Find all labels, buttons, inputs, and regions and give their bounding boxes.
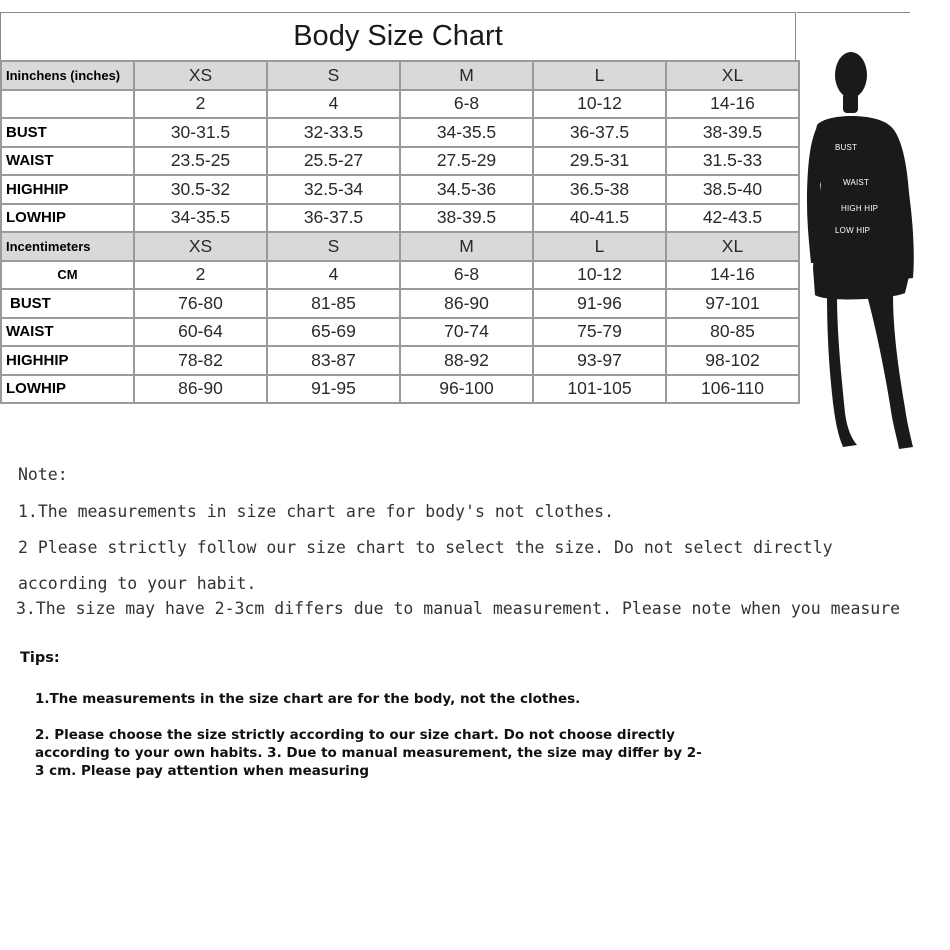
table-cell: 65-69 xyxy=(267,318,400,347)
table-cell: 98-102 xyxy=(666,346,799,375)
row-label: LOWHIP xyxy=(1,375,134,404)
inches-unit-label: Ininchens (inches) xyxy=(1,61,134,90)
tip-line: according to your own habits. 3. Due to manual measurement, the size may differ by 2- xyxy=(35,745,702,761)
table-cell: 81-85 xyxy=(267,289,400,318)
table-cell: 36-37.5 xyxy=(267,204,400,233)
table-cell: 23.5-25 xyxy=(134,147,267,176)
table-cell: 60-64 xyxy=(134,318,267,347)
row-label: BUST xyxy=(1,289,134,318)
size-header-s: S xyxy=(267,232,400,261)
size-header-l: L xyxy=(533,61,666,90)
silhouette-label-high-hip: HIGH HIP xyxy=(841,204,879,213)
table-cell: 36-37.5 xyxy=(533,118,666,147)
table-cell: 42-43.5 xyxy=(666,204,799,233)
table-row xyxy=(1,118,799,147)
table-cell: 10-12 xyxy=(533,261,666,290)
table-cell: 29.5-31 xyxy=(533,147,666,176)
table-row xyxy=(1,318,799,347)
size-header-xs: XS xyxy=(134,232,267,261)
notes-heading: Note: xyxy=(18,465,68,484)
table-cell: 38-39.5 xyxy=(400,204,533,233)
table-cell: 6-8 xyxy=(400,261,533,290)
table-cell: 38-39.5 xyxy=(666,118,799,147)
note-line: 2 Please strictly follow our size chart to select the size. Do not select directly xyxy=(18,538,833,557)
table-cell: 4 xyxy=(267,261,400,290)
table-row xyxy=(1,175,799,204)
cm-label: CM xyxy=(1,261,134,290)
table-row xyxy=(1,289,799,318)
cm-header-row xyxy=(1,232,799,261)
table-cell: 97-101 xyxy=(666,289,799,318)
table-cell: 91-96 xyxy=(533,289,666,318)
table-cell: 6-8 xyxy=(400,90,533,119)
row-label: WAIST xyxy=(1,318,134,347)
table-cell: 93-97 xyxy=(533,346,666,375)
tip-line: 3 cm. Please pay attention when measuring xyxy=(35,763,370,779)
row-label: LOWHIP xyxy=(1,204,134,233)
size-header-xl: XL xyxy=(666,61,799,90)
table-cell: 80-85 xyxy=(666,318,799,347)
table-cell: 30-31.5 xyxy=(134,118,267,147)
table-cell: 34.5-36 xyxy=(400,175,533,204)
row-label: HIGHHIP xyxy=(1,175,134,204)
table-cell: 75-79 xyxy=(533,318,666,347)
table-cell: 31.5-33 xyxy=(666,147,799,176)
table-cell: 4 xyxy=(267,90,400,119)
size-header-m: M xyxy=(400,61,533,90)
table-cell: 27.5-29 xyxy=(400,147,533,176)
tip-line: 2. Please choose the size strictly according to our size chart. Do not choose directly xyxy=(35,727,675,743)
inches-us-size-row xyxy=(1,90,799,119)
row-label: BUST xyxy=(1,118,134,147)
table-row xyxy=(1,375,799,404)
tip-line: 1.The measurements in the size chart are for the body, not the clothes. xyxy=(35,691,581,707)
table-cell: 2 xyxy=(134,90,267,119)
table-cell: 25.5-27 xyxy=(267,147,400,176)
table-cell: 34-35.5 xyxy=(400,118,533,147)
table-cell: 86-90 xyxy=(400,289,533,318)
size-chart xyxy=(0,12,920,452)
silhouette-label-waist: WAIST xyxy=(843,178,870,187)
table-cell: 106-110 xyxy=(666,375,799,404)
table-cell: 14-16 xyxy=(666,90,799,119)
table-cell: 2 xyxy=(134,261,267,290)
silhouette-label-bust: BUST xyxy=(835,143,858,152)
chart-title: Body Size Chart xyxy=(0,12,796,60)
table-cell: 78-82 xyxy=(134,346,267,375)
table-cell: 30.5-32 xyxy=(134,175,267,204)
size-header-l: L xyxy=(533,232,666,261)
tips-heading: Tips: xyxy=(20,650,60,666)
table-cell: 32.5-34 xyxy=(267,175,400,204)
table-cell: 96-100 xyxy=(400,375,533,404)
cm-unit-label: Incentimeters xyxy=(1,232,134,261)
table-cell: 10-12 xyxy=(533,90,666,119)
note-line: 1.The measurements in size chart are for body's not clothes. xyxy=(18,502,615,521)
us-size-label xyxy=(1,90,134,119)
table-cell: 101-105 xyxy=(533,375,666,404)
size-header-m: M xyxy=(400,232,533,261)
size-header-s: S xyxy=(267,61,400,90)
silhouette-label-low-hip: LOW HIP xyxy=(835,226,871,235)
table-cell: 38.5-40 xyxy=(666,175,799,204)
table-row xyxy=(1,346,799,375)
table-cell: 70-74 xyxy=(400,318,533,347)
size-header-xs: XS xyxy=(134,61,267,90)
size-header-xl: XL xyxy=(666,232,799,261)
table-row xyxy=(1,204,799,233)
row-label: HIGHHIP xyxy=(1,346,134,375)
note-line: according to your habit. xyxy=(18,574,257,593)
table-row xyxy=(1,147,799,176)
table-cell: 36.5-38 xyxy=(533,175,666,204)
table-cell: 83-87 xyxy=(267,346,400,375)
body-silhouette-panel xyxy=(797,12,910,452)
note-line: 3.The size may have 2-3cm differs due to manual measurement. Please note when you measure xyxy=(16,599,901,618)
table-cell: 86-90 xyxy=(134,375,267,404)
table-cell: 32-33.5 xyxy=(267,118,400,147)
table-cell: 14-16 xyxy=(666,261,799,290)
table-cell: 40-41.5 xyxy=(533,204,666,233)
table-cell: 76-80 xyxy=(134,289,267,318)
table-cell: 34-35.5 xyxy=(134,204,267,233)
size-table xyxy=(0,60,800,404)
cm-us-size-row xyxy=(1,261,799,290)
inches-header-row xyxy=(1,61,799,90)
row-label: WAIST xyxy=(1,147,134,176)
table-cell: 91-95 xyxy=(267,375,400,404)
table-cell: 88-92 xyxy=(400,346,533,375)
